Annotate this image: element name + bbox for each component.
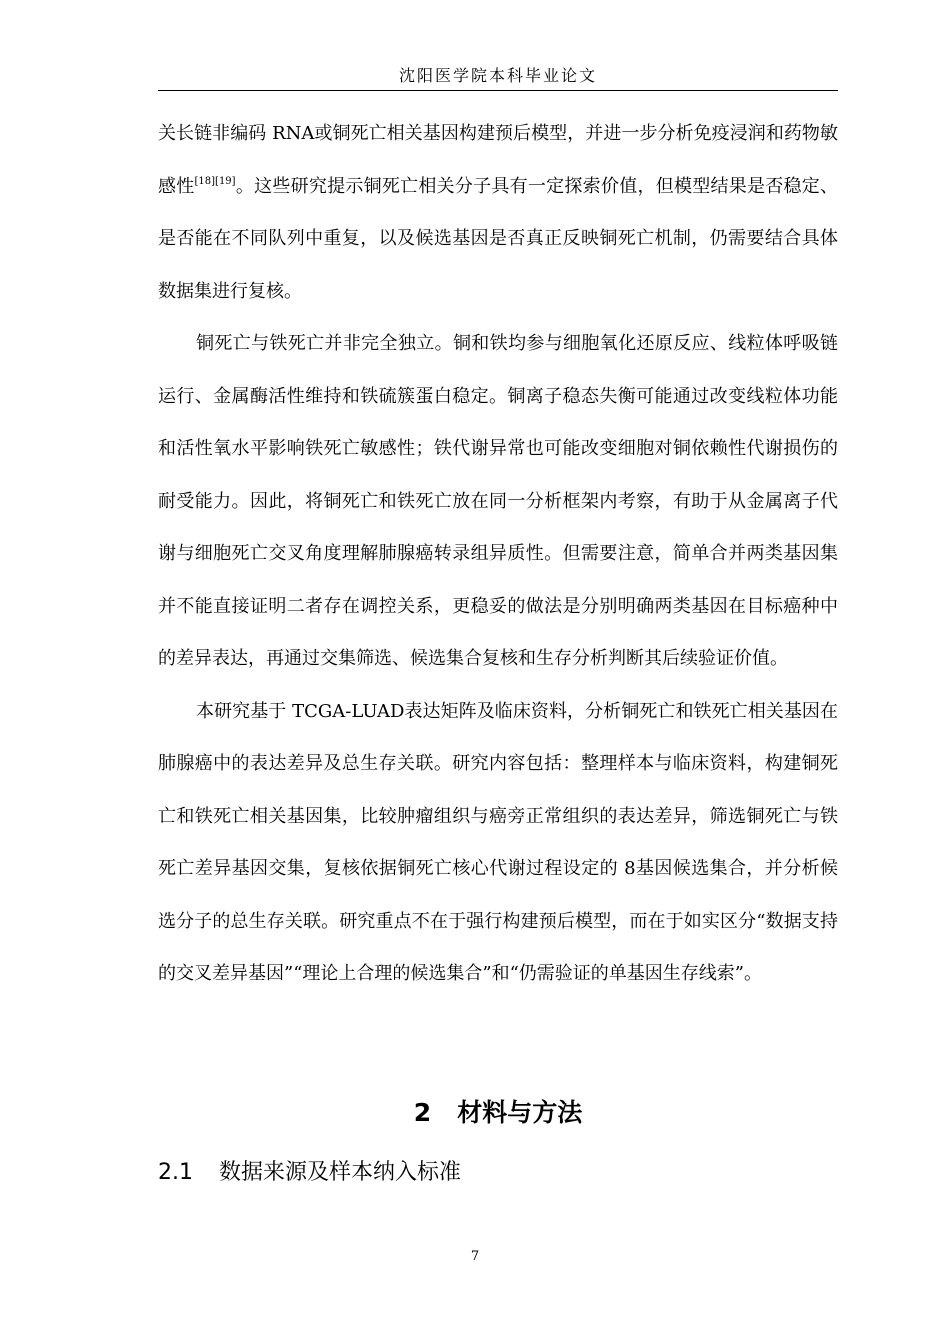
paragraph-study-content [158,686,838,1001]
header-rule [158,90,838,91]
section-number: 2.1 [158,1160,193,1185]
citation-reference[interactable]: [18][19] [194,175,236,187]
chapter-title: 材料与方法 [457,1098,583,1127]
paragraph-continued [158,108,838,318]
section-heading [158,1156,461,1190]
paragraph-cuproptosis-ferroptosis [158,318,838,686]
body-text [158,108,838,1001]
chapter-heading [158,1093,838,1133]
paragraph-text: 本研究基于 TCGA-LUAD表达矩阵及临床资料，分析铜死亡和铁死亡相关基因在肺腺癌中的表达差异及总生存关联。研究内容包括：整理样本与临床资料，构建铜死亡和铁死亡相关基因集，比较肿瘤组织与癌旁正常组织的表达差异，筛选铜死亡与铁死亡差异基因交集，复核依据铜死亡核心代谢过程设定的 8基因候选集合，并分析候选分子的总生存关联。研究重点不在于强行构建预后模型，而在于如实区分“数据支持的交叉差异基因”“理论上合理的候选集合”和“仍需验证的单基因生存线索”。 [158,700,838,984]
section-title: 数据来源及样本纳入标准 [219,1160,462,1185]
running-header: 沈阳医学院本科毕业论文 [398,66,597,85]
chapter-number: 2 [413,1098,432,1127]
paragraph-text: 铜死亡与铁死亡并非完全独立。铜和铁均参与细胞氧化还原反应、线粒体呼吸链运行、金属酶活性维持和铁硫簇蛋白稳定。铜离子稳态失衡可能通过改变线粒体功能和活性氧水平影响铁死亡敏感性；铁代谢异常也可能改变细胞对铜依赖性代谢损伤的耐受能力。因此，将铜死亡和铁死亡放在同一分析框架内考察，有助于从金属离子代谢与细胞死亡交叉角度理解肺腺癌转录组异质性。但需要注意，简单合并两类基因集并不能直接证明二者存在调控关系，更稳妥的做法是分别明确两类基因在目标癌种中的差异表达，再通过交集筛选、候选集合复核和生存分析判断其后续验证价值。 [158,333,838,669]
page-number: 7 [470,1249,480,1264]
paragraph-text: 。这些研究提示铜死亡相关分子具有一定探索价值，但模型结果是否稳定、是否能在不同队列中重复，以及候选基因是否真正反映铜死亡机制，仍需要结合具体数据集进行复核。 [158,175,839,302]
paragraph-text: 关长链非编码 RNA或铜死亡相关基因构建预后模型，并进一步分析免疫浸润和药物敏感性 [158,123,838,197]
